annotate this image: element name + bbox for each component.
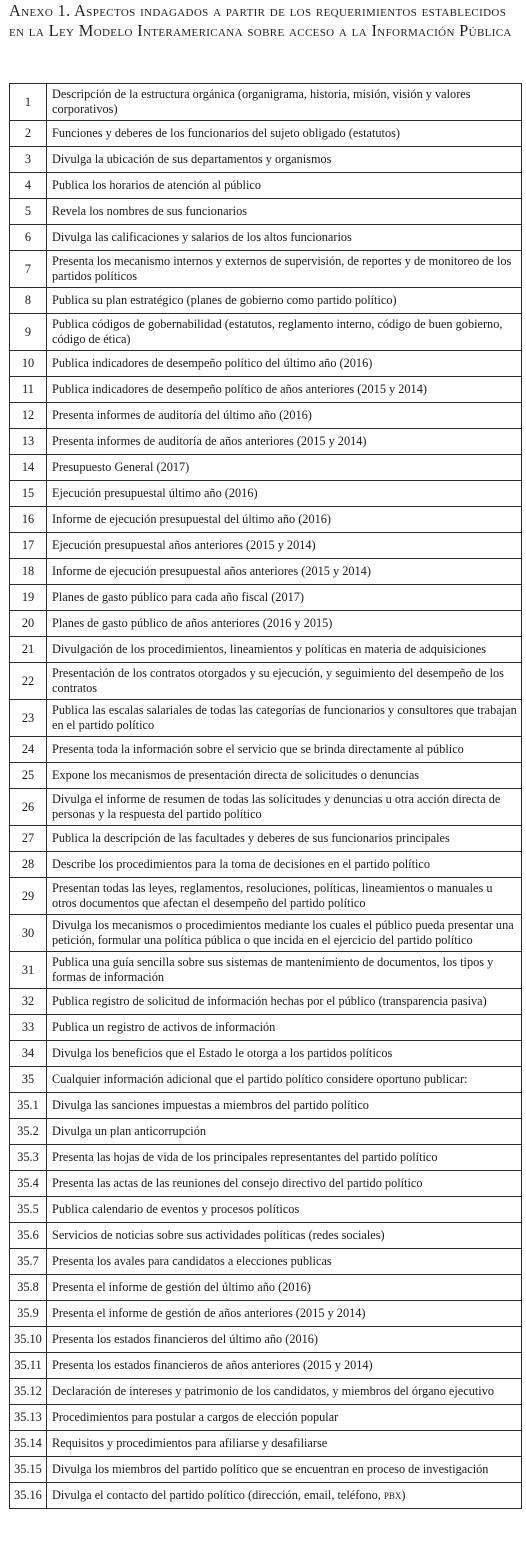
item-number: 21 — [10, 637, 47, 663]
annex-title: Anexo 1. Aspectos indagados a partir de los requerimientos establecidos en la Ley Modelo Interamericana sobre acceso a la Información Pública — [9, 1, 512, 40]
item-number: 35.6 — [10, 1223, 47, 1249]
table-row — [10, 147, 522, 173]
item-description: Planes de gasto público de años anteriores (2016 y 2015) — [47, 611, 522, 637]
item-number: 6 — [10, 225, 47, 251]
item-number: 32 — [10, 989, 47, 1015]
item-number: 33 — [10, 1015, 47, 1041]
item-number: 34 — [10, 1041, 47, 1067]
item-number: 23 — [10, 700, 47, 737]
item-description: Divulgación de los procedimientos, lineamientos y políticas en materia de adquisiciones — [47, 637, 522, 663]
item-description: Publica una guía sencilla sobre sus sistemas de mantenimiento de documentos, los tipos y formas de información — [47, 952, 522, 989]
table-row — [10, 1431, 522, 1457]
item-number: 16 — [10, 507, 47, 533]
table-row — [10, 1249, 522, 1275]
table-row — [10, 878, 522, 915]
item-description: Presenta el informe de gestión de años anteriores (2015 y 2014) — [47, 1301, 522, 1327]
item-description: Divulga los mecanismos o procedimientos mediante los cuales el público pueda presentar una petición, formular una política pública o que incida en el ejercicio del partido político — [47, 915, 522, 952]
item-number: 20 — [10, 611, 47, 637]
item-description: Requisitos y procedimientos para afiliarse y desafiliarse — [47, 1431, 522, 1457]
item-description: Divulga las sanciones impuestas a miembros del partido político — [47, 1093, 522, 1119]
item-description: Divulga la ubicación de sus departamentos y organismos — [47, 147, 522, 173]
item-description: Presenta informes de auditoría del último año (2016) — [47, 403, 522, 429]
table-row — [10, 1405, 522, 1431]
table-row — [10, 952, 522, 989]
item-number: 28 — [10, 852, 47, 878]
item-number: 9 — [10, 314, 47, 351]
item-number: 8 — [10, 288, 47, 314]
item-number: 31 — [10, 952, 47, 989]
item-number: 35.14 — [10, 1431, 47, 1457]
pbx-abbrev: pbx — [383, 1488, 402, 1502]
item-number: 35.16 — [10, 1483, 47, 1509]
table-row — [10, 989, 522, 1015]
item-description: Divulga un plan anticorrupción — [47, 1119, 522, 1145]
table-row — [10, 403, 522, 429]
table-row — [10, 225, 522, 251]
table-row — [10, 789, 522, 826]
item-description: Descripción de la estructura orgánica (organigrama, historia, misión, visión y valores corporativos) — [47, 84, 522, 121]
table-row — [10, 763, 522, 789]
requirements-table-body — [10, 84, 522, 1509]
item-description: Presupuesto General (2017) — [47, 455, 522, 481]
item-description: Presenta los mecanismo internos y externos de supervisión, de reportes y de monitoreo de los partidos políticos — [47, 251, 522, 288]
item-number: 35.3 — [10, 1145, 47, 1171]
item-description: Procedimientos para postular a cargos de elección popular — [47, 1405, 522, 1431]
item-number: 7 — [10, 251, 47, 288]
item-description: Presentación de los contratos otorgados y su ejecución, y seguimiento del desempeño de los contratos — [47, 663, 522, 700]
item-number: 35.5 — [10, 1197, 47, 1223]
table-row — [10, 377, 522, 403]
item-description: Divulga el contacto del partido político (dirección, email, teléfono, pbx) — [47, 1483, 522, 1509]
table-row — [10, 1145, 522, 1171]
item-number: 35.2 — [10, 1119, 47, 1145]
item-description: Presenta las hojas de vida de los principales representantes del partido político — [47, 1145, 522, 1171]
item-number: 27 — [10, 826, 47, 852]
table-row — [10, 1093, 522, 1119]
item-description: Publica su plan estratégico (planes de gobierno como partido político) — [47, 288, 522, 314]
table-row — [10, 1483, 522, 1509]
item-number: 18 — [10, 559, 47, 585]
item-number: 15 — [10, 481, 47, 507]
table-row — [10, 173, 522, 199]
item-number: 14 — [10, 455, 47, 481]
item-description: Declaración de intereses y patrimonio de los candidatos, y miembros del órgano ejecutivo — [47, 1379, 522, 1405]
item-number: 35 — [10, 1067, 47, 1093]
table-row — [10, 1041, 522, 1067]
table-row — [10, 826, 522, 852]
item-description: Publica los horarios de atención al público — [47, 173, 522, 199]
item-number: 35.9 — [10, 1301, 47, 1327]
table-row — [10, 1275, 522, 1301]
item-number: 26 — [10, 789, 47, 826]
table-row — [10, 199, 522, 225]
item-description: Servicios de noticias sobre sus actividades políticas (redes sociales) — [47, 1223, 522, 1249]
table-row — [10, 429, 522, 455]
item-number: 25 — [10, 763, 47, 789]
table-row — [10, 1327, 522, 1353]
item-description: Informe de ejecución presupuestal del último año (2016) — [47, 507, 522, 533]
item-number: 30 — [10, 915, 47, 952]
table-row — [10, 915, 522, 952]
item-number: 12 — [10, 403, 47, 429]
item-number: 35.1 — [10, 1093, 47, 1119]
item-description: Presenta el informe de gestión del último año (2016) — [47, 1275, 522, 1301]
table-row — [10, 314, 522, 351]
table-row — [10, 533, 522, 559]
item-number: 1 — [10, 84, 47, 121]
table-row — [10, 121, 522, 147]
item-description: Publica calendario de eventos y procesos políticos — [47, 1197, 522, 1223]
item-number: 24 — [10, 737, 47, 763]
table-row — [10, 1197, 522, 1223]
table-row — [10, 288, 522, 314]
item-description: Informe de ejecución presupuestal años anteriores (2015 y 2014) — [47, 559, 522, 585]
item-description: Publica registro de solicitud de información hechas por el público (transparencia pasiva) — [47, 989, 522, 1015]
item-number: 11 — [10, 377, 47, 403]
item-number: 19 — [10, 585, 47, 611]
table-row — [10, 663, 522, 700]
table-row — [10, 700, 522, 737]
item-description: Divulga las calificaciones y salarios de los altos funcionarios — [47, 225, 522, 251]
table-row — [10, 737, 522, 763]
table-row — [10, 1379, 522, 1405]
item-description: Divulga el informe de resumen de todas las solicitudes y denuncias u otra acción directa de personas y la respuesta del partido político — [47, 789, 522, 826]
item-description: Presenta las actas de las reuniones del consejo directivo del partido político — [47, 1171, 522, 1197]
item-description: Planes de gasto público para cada año fiscal (2017) — [47, 585, 522, 611]
table-row — [10, 1067, 522, 1093]
item-number: 35.10 — [10, 1327, 47, 1353]
item-description: Publica códigos de gobernabilidad (estatutos, reglamento interno, código de buen gobierno, código de ética) — [47, 314, 522, 351]
item-number: 4 — [10, 173, 47, 199]
table-row — [10, 1171, 522, 1197]
item-description: Presenta informes de auditoría de años anteriores (2015 y 2014) — [47, 429, 522, 455]
item-number: 5 — [10, 199, 47, 225]
item-description: Presentan todas las leyes, reglamentos, resoluciones, políticas, lineamientos o manuales u otros documentos que afectan el desempeño del partido político — [47, 878, 522, 915]
item-number: 35.4 — [10, 1171, 47, 1197]
table-row — [10, 481, 522, 507]
table-row — [10, 585, 522, 611]
table-row — [10, 1119, 522, 1145]
item-description: Publica las escalas salariales de todas las categorías de funcionarios y consultores que trabajan en el partido político — [47, 700, 522, 737]
item-number: 35.13 — [10, 1405, 47, 1431]
requirements-table — [9, 83, 522, 1509]
item-description: Revela los nombres de sus funcionarios — [47, 199, 522, 225]
table-row — [10, 455, 522, 481]
item-description: Ejecución presupuestal años anteriores (2015 y 2014) — [47, 533, 522, 559]
item-number: 17 — [10, 533, 47, 559]
table-row — [10, 1223, 522, 1249]
table-row — [10, 1353, 522, 1379]
item-description: Publica indicadores de desempeño político del último año (2016) — [47, 351, 522, 377]
item-number: 22 — [10, 663, 47, 700]
table-row — [10, 559, 522, 585]
item-number: 13 — [10, 429, 47, 455]
item-description: Presenta los estados financieros del último año (2016) — [47, 1327, 522, 1353]
item-description: Divulga los beneficios que el Estado le otorga a los partidos políticos — [47, 1041, 522, 1067]
item-description: Ejecución presupuestal último año (2016) — [47, 481, 522, 507]
item-number: 35.7 — [10, 1249, 47, 1275]
item-description: Publica indicadores de desempeño político de años anteriores (2015 y 2014) — [47, 377, 522, 403]
item-number: 3 — [10, 147, 47, 173]
item-number: 35.11 — [10, 1353, 47, 1379]
item-description: Cualquier información adicional que el partido político considere oportuno publicar: — [47, 1067, 522, 1093]
table-row — [10, 251, 522, 288]
table-row — [10, 611, 522, 637]
table-row — [10, 1301, 522, 1327]
item-number: 10 — [10, 351, 47, 377]
item-description: Publica un registro de activos de información — [47, 1015, 522, 1041]
item-description: Presenta los avales para candidatos a elecciones publicas — [47, 1249, 522, 1275]
item-number: 35.15 — [10, 1457, 47, 1483]
item-description: Expone los mecanismos de presentación directa de solicitudes o denuncias — [47, 763, 522, 789]
item-number: 35.12 — [10, 1379, 47, 1405]
item-number: 29 — [10, 878, 47, 915]
table-row — [10, 852, 522, 878]
item-description: Describe los procedimientos para la toma de decisiones en el partido político — [47, 852, 522, 878]
item-number: 2 — [10, 121, 47, 147]
item-number: 35.8 — [10, 1275, 47, 1301]
item-description: Presenta toda la información sobre el servicio que se brinda directamente al público — [47, 737, 522, 763]
table-row — [10, 1457, 522, 1483]
table-row — [10, 507, 522, 533]
table-row — [10, 1015, 522, 1041]
table-row — [10, 351, 522, 377]
item-description: Funciones y deberes de los funcionarios del sujeto obligado (estatutos) — [47, 121, 522, 147]
item-description: Divulga los miembros del partido político que se encuentran en proceso de investigación — [47, 1457, 522, 1483]
table-row — [10, 84, 522, 121]
item-description: Publica la descripción de las facultades y deberes de sus funcionarios principales — [47, 826, 522, 852]
table-row — [10, 637, 522, 663]
item-description: Presenta los estados financieros de años anteriores (2015 y 2014) — [47, 1353, 522, 1379]
